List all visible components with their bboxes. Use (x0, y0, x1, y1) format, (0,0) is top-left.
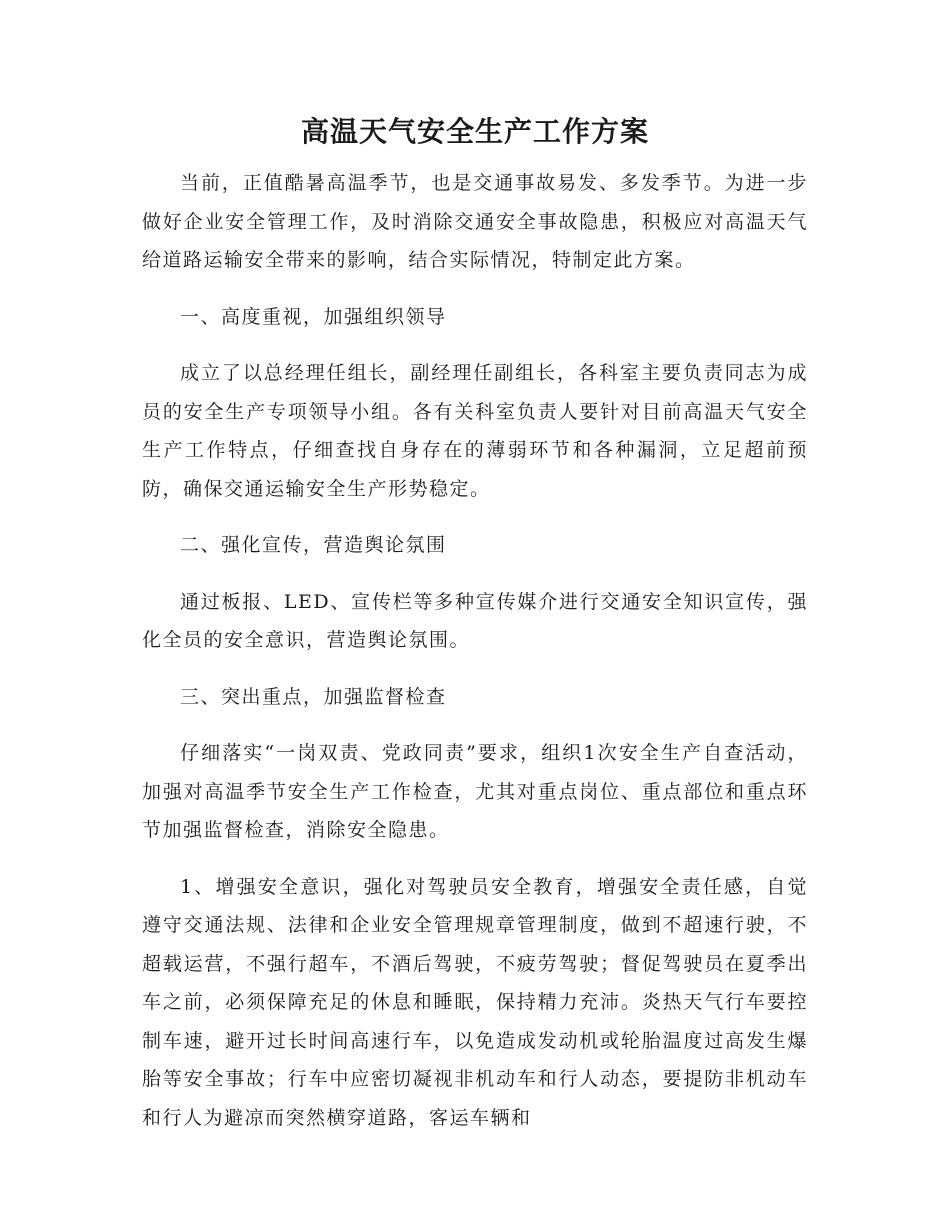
body-paragraph: 1、增强安全意识，强化对驾驶员安全教育，增强安全责任感，自觉遵守交通法规、法律和企业安全管理规章管理制度，做到不超速行驶，不超载运营，不强行超车，不酒后驾驶，不疲劳驾驶；督促驾驶员在夏季出车之前，必须保障充足的休息和睡眠，保持精力充沛。炎热天气行车要控制车速，避开过长时间高速行车，以免造成发动机或轮胎温度过高发生爆胎等安全事故；行车中应密切凝视非机动车和行人动态，要提防非机动车和行人为避凉而突然横穿道路，客运车辆和 (142, 875, 808, 1129)
document-body (142, 164, 808, 1155)
body-paragraph: 当前，正值酷暑高温季节，也是交通事故易发、多发季节。为进一步做好企业安全管理工作，及时消除交通安全事故隐患，积极应对高温天气给道路运输安全带来的影响，结合实际情况，特制定此方案。 (142, 172, 808, 271)
body-paragraph: 成立了以总经理任组长，副经理任副组长，各科室主要负责同志为成员的安全生产专项领导小组。各有关科室负责人要针对目前高温天气安全生产工作特点，仔细查找自身存在的薄弱环节和各种漏洞，立足超前预防，确保交通运输安全生产形势稳定。 (142, 362, 808, 500)
section-heading: 三、突出重点，加强监督检查 (180, 685, 447, 708)
document-title: 高温天气安全生产工作方案 (300, 115, 649, 148)
body-paragraph: 通过板报、LED、宣传栏等多种宣传媒介进行交通安全知识宣传，强化全员的安全意识，营造舆论氛围。 (142, 590, 808, 651)
section-heading: 二、强化宣传，营造舆论氛围 (180, 534, 447, 556)
section-heading: 一、高度重视，加强组织领导 (180, 305, 447, 328)
body-paragraph: 仔细落实“一岗双责、党政同责”要求，组织1次安全生产自查活动，加强对高温季节安全生产工作检查，尤其对重点岗位、重点部位和重点环节加强监督检查，消除安全隐患。 (142, 742, 808, 841)
